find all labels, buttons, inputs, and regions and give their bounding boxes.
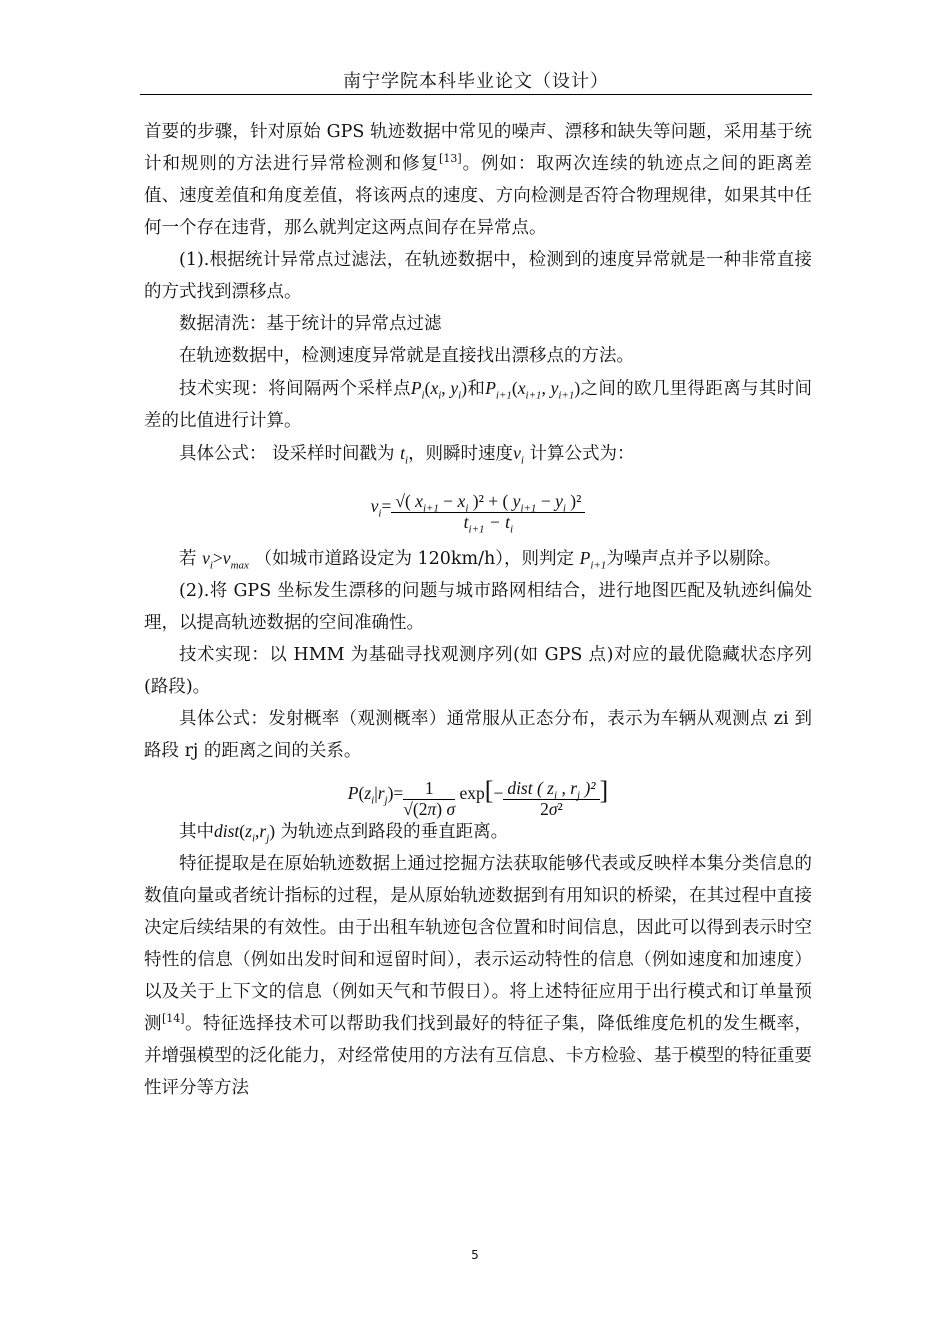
document-body (144, 116, 812, 1104)
paragraph-4: 在轨迹数据中，检测速度异常就是直接找出漂移点的方法。 (179, 346, 634, 366)
paragraph-8: (2).将 GPS 坐标发生漂移的问题与城市路网相结合，进行地图匹配及轨迹纠偏处理，以提高轨迹数据的空间准确性。 (144, 581, 812, 633)
paragraph-7: 若 $v_i>v_{max}$ （如城市道路设定为 120km/h），则判定 $P_{i+1}$为噪声点并予以剔除。 (179, 548, 782, 572)
page-number: 5 (471, 1248, 479, 1262)
citation-14: [14] (161, 1012, 185, 1026)
paragraph-1: 首要的步骤，针对原始 GPS 轨迹数据中常见的噪声、漂移和缺失等问题，采用基于统计和规则的方法进行异常检测和修复[13]。例如：取两次连续的轨迹点之间的距离差值、速度差值和角度差值，将该两点的速度、方向检测是否符合物理规律，如果其中任何一个存在违背，那么就判定这两点间存在异常点。 (144, 122, 813, 238)
paragraph-3: 数据清洗：基于统计的异常点过滤 (179, 314, 442, 334)
header-rule (140, 94, 812, 95)
velocity-equation: $v_i=$ $\frac{√( x_{i+1} - x_i )^2 + ( y_{i+1} - y_i )^2}{t_{i+1} - t_i}$ (144, 478, 812, 534)
paragraph-5: 技术实现：将间隔两个采样点$P_i(x_i$, $y_i$)和$P_{i+1}(x_{i+1}$, $y_{i+1}$)之间的欧几里得距离与其时间差的比值进行计算。 (144, 378, 813, 431)
formula-point-i1: $P_{i+1}$ (485, 378, 512, 402)
paragraph-10: 具体公式：发射概率（观测概率）通常服从正态分布，表示为车辆从观测点 zi 到路段 rj 的距离之间的关系。 (144, 709, 812, 761)
paragraph-12: 特征提取是在原始轨迹数据上通过挖掘方法获取能够代表或反映样本集分类信息的数值向量或者统计指标的过程，是从原始轨迹数据到有用知识的桥梁，在其过程中直接决定后续结果的有效性。由于出租车轨迹包含位置和时间信息，因此可以得到表示时空特性的信息（例如出发时间和逗留时间），表示运动特性的信息（例如速度和加速度）以及关于上下文的信息（例如天气和节假日）。将上述特征应用于出行模式和订单量预测[14]。特征选择技术可以帮助我们找到最好的特征子集，降低维度危机的发生概率，并增强模型的泛化能力，对经常使用的方法有互信息、卡方检验、基于模型的特征重要性评分等方法 (144, 854, 813, 1098)
paragraph-11: 其中$dist(z_i,r_j)$ 为轨迹点到路段的垂直距离。 (179, 821, 509, 845)
paragraph-2: (1).根据统计异常点过滤法，在轨迹数据中，检测到的速度异常就是一种非常直接的方式找到漂移点。 (144, 250, 812, 302)
citation-13: [13] (439, 152, 462, 166)
formula-point-i: $P_i$ (410, 378, 425, 402)
paragraph-6: 具体公式： 设采样时间戳为 $t_i$，则瞬时速度$v_i$ 计算公式为： (179, 443, 635, 467)
paragraph-9: 技术实现：以 HMM 为基础寻找观测序列(如 GPS 点)对应的最优隐藏状态序列(路段)。 (144, 645, 812, 697)
page-header-title: 南宁学院本科毕业论文（设计） (343, 71, 609, 92)
emission-probability-equation: $P(z_i|r_j)=$ $\frac{1}{√(2\pi) \sigma}$ exp[− $\frac{dist ( z_i , r_j )^2}{\text{2σ²}}$ ] (347, 776, 609, 819)
